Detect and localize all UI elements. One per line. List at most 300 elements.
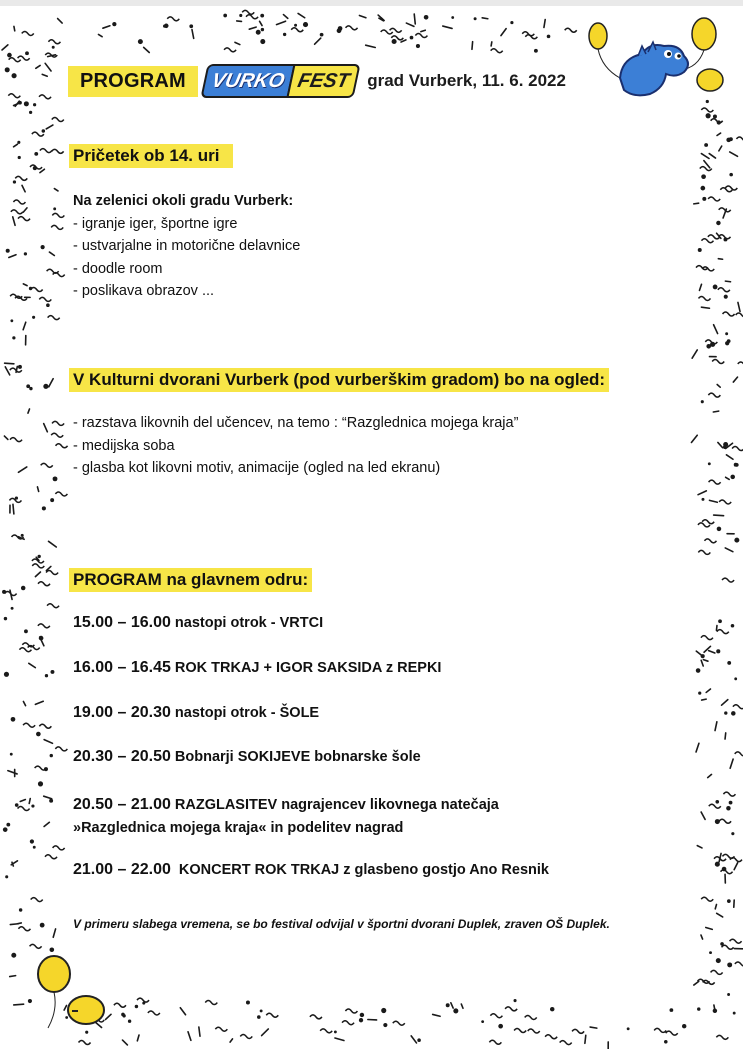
schedule-row bbox=[73, 659, 441, 677]
confetti-mark bbox=[717, 913, 723, 917]
confetti-mark bbox=[44, 424, 48, 432]
confetti-mark bbox=[29, 799, 30, 804]
confetti-mark bbox=[11, 717, 16, 722]
confetti-mark bbox=[138, 39, 143, 44]
balloon-icon bbox=[38, 956, 70, 1028]
confetti-mark bbox=[724, 295, 728, 299]
confetti-mark bbox=[294, 24, 297, 27]
confetti-mark bbox=[8, 94, 20, 98]
confetti-mark bbox=[23, 322, 26, 330]
confetti-mark bbox=[729, 173, 733, 177]
confetti-mark bbox=[42, 506, 46, 510]
confetti-mark bbox=[706, 113, 711, 118]
confetti-mark bbox=[298, 13, 305, 17]
confetti-mark bbox=[261, 28, 264, 31]
confetti-mark bbox=[37, 487, 38, 492]
schedule-row bbox=[73, 704, 319, 722]
confetti-mark bbox=[482, 18, 488, 19]
confetti-mark bbox=[14, 1004, 24, 1005]
confetti-mark bbox=[383, 1023, 387, 1027]
confetti-mark bbox=[709, 651, 715, 653]
confetti-mark bbox=[39, 724, 51, 728]
confetti-mark bbox=[12, 336, 15, 339]
confetti-mark bbox=[711, 970, 723, 974]
confetti-mark bbox=[15, 496, 18, 499]
stage-heading: PROGRAM na glavnem odru: bbox=[69, 568, 312, 592]
confetti-mark bbox=[45, 63, 51, 71]
confetti-mark bbox=[704, 539, 716, 543]
confetti-mark bbox=[590, 1027, 597, 1028]
confetti-mark bbox=[18, 927, 30, 931]
confetti-mark bbox=[52, 421, 64, 425]
confetti-mark bbox=[46, 303, 50, 307]
confetti-mark bbox=[48, 541, 56, 547]
schedule-time: 16.00 – 16.45 bbox=[73, 659, 171, 676]
confetti-mark bbox=[4, 436, 7, 439]
confetti-mark bbox=[730, 939, 742, 943]
confetti-mark bbox=[729, 137, 733, 141]
confetti-mark bbox=[730, 759, 733, 768]
confetti-mark bbox=[416, 44, 420, 48]
confetti-mark bbox=[453, 1008, 458, 1013]
confetti-mark bbox=[45, 674, 48, 677]
schedule-text: nastopi otrok - VRTCI bbox=[170, 615, 324, 631]
confetti-mark bbox=[489, 1040, 501, 1044]
confetti-mark bbox=[698, 523, 710, 527]
confetti-mark bbox=[414, 14, 415, 24]
confetti-mark bbox=[188, 1032, 191, 1041]
confetti-mark bbox=[47, 269, 59, 273]
weather-note: V primeru slabega vremena, se bo festival odvijal v športni dvorani Duplek, zraven OŠ Duplek. bbox=[73, 917, 610, 931]
confetti-mark bbox=[723, 445, 727, 449]
confetti-mark bbox=[406, 23, 414, 26]
confetti-mark bbox=[29, 111, 32, 114]
confetti-mark bbox=[5, 875, 8, 878]
confetti-mark bbox=[55, 492, 67, 496]
confetti-mark bbox=[3, 827, 8, 832]
confetti-mark bbox=[18, 56, 30, 60]
confetti-mark bbox=[13, 180, 16, 183]
list-item: - igranje iger, športne igre bbox=[73, 215, 238, 232]
confetti-mark bbox=[19, 648, 31, 652]
confetti-mark bbox=[29, 387, 32, 390]
confetti-mark bbox=[451, 16, 454, 19]
logo-fest: FEST bbox=[286, 64, 360, 98]
confetti-mark bbox=[21, 586, 26, 591]
confetti-mark bbox=[320, 33, 324, 37]
confetti-mark bbox=[276, 21, 285, 24]
confetti-mark bbox=[18, 467, 26, 472]
confetti-mark bbox=[215, 1027, 227, 1031]
confetti-mark bbox=[26, 384, 30, 388]
confetti-mark bbox=[42, 129, 45, 132]
confetti-mark bbox=[52, 118, 64, 122]
confetti-mark bbox=[381, 1008, 386, 1013]
confetti-mark bbox=[701, 636, 713, 640]
confetti-mark bbox=[31, 287, 43, 291]
confetti-mark bbox=[32, 316, 35, 319]
confetti-mark bbox=[734, 677, 737, 680]
confetti-mark bbox=[698, 248, 702, 252]
balloons-bottom-illustration bbox=[28, 950, 118, 1040]
confetti-mark bbox=[28, 409, 30, 413]
confetti-mark bbox=[260, 39, 265, 44]
confetti-mark bbox=[501, 29, 506, 36]
schedule-time: 19.00 – 20.30 bbox=[73, 704, 171, 721]
confetti-mark bbox=[572, 1029, 584, 1033]
confetti-mark bbox=[717, 527, 722, 532]
confetti-mark bbox=[736, 313, 743, 317]
confetti-mark bbox=[10, 976, 16, 977]
list-item: - razstava likovnih del učencev, na temo : “Razglednica mojega kraja” bbox=[73, 415, 519, 431]
list-item: - ustvarjalne in motorične delavnice bbox=[73, 238, 301, 254]
confetti-mark bbox=[18, 365, 22, 369]
confetti-mark bbox=[711, 119, 723, 123]
confetti-mark bbox=[390, 28, 402, 32]
vurkofest-logo bbox=[204, 65, 357, 97]
mascot-balloons-illustration bbox=[580, 8, 730, 108]
confetti-mark bbox=[242, 10, 254, 14]
confetti-mark bbox=[725, 281, 730, 282]
confetti-mark bbox=[303, 22, 308, 27]
confetti-mark bbox=[731, 711, 736, 716]
confetti-mark bbox=[6, 823, 10, 827]
confetti-mark bbox=[725, 332, 728, 335]
confetti-mark bbox=[291, 28, 303, 32]
schedule-row bbox=[73, 861, 549, 879]
confetti-mark bbox=[137, 998, 149, 1002]
schedule-text: Bobnarji SOKIJEVE bobnarske šole bbox=[170, 749, 421, 765]
confetti-mark bbox=[223, 14, 227, 18]
confetti-mark bbox=[712, 359, 724, 363]
confetti-mark bbox=[709, 804, 721, 808]
confetti-mark bbox=[481, 1020, 484, 1023]
confetti-mark bbox=[163, 25, 166, 28]
confetti-mark bbox=[345, 1009, 357, 1013]
confetti-mark bbox=[697, 1007, 700, 1010]
confetti-mark bbox=[565, 28, 577, 32]
hall-section bbox=[69, 368, 609, 392]
confetti-mark bbox=[461, 1004, 463, 1008]
confetti-mark bbox=[199, 1027, 200, 1036]
confetti-mark bbox=[12, 73, 17, 78]
confetti-mark bbox=[41, 245, 45, 249]
confetti-mark bbox=[137, 1035, 139, 1041]
confetti-mark bbox=[698, 296, 710, 300]
confetti-mark bbox=[19, 908, 22, 911]
confetti-mark bbox=[11, 953, 16, 958]
confetti-mark bbox=[224, 48, 236, 52]
schedule-time: 20.30 – 20.50 bbox=[73, 748, 171, 765]
confetti-mark bbox=[23, 284, 27, 286]
confetti-mark bbox=[55, 747, 67, 751]
confetti-mark bbox=[734, 538, 739, 543]
confetti-mark bbox=[46, 125, 53, 129]
confetti-mark bbox=[718, 442, 723, 447]
confetti-mark bbox=[710, 342, 715, 347]
confetti-mark bbox=[733, 705, 743, 709]
confetti-mark bbox=[701, 239, 713, 243]
confetti-mark bbox=[23, 723, 35, 727]
schedule-row bbox=[73, 748, 421, 766]
confetti-mark bbox=[716, 626, 717, 631]
confetti-mark bbox=[4, 672, 9, 677]
confetti-mark bbox=[13, 217, 15, 225]
confetti-mark bbox=[53, 846, 65, 850]
confetti-mark bbox=[733, 377, 737, 382]
confetti-mark bbox=[736, 137, 743, 141]
confetti-mark bbox=[48, 40, 60, 44]
confetti-mark bbox=[729, 801, 733, 805]
confetti-mark bbox=[24, 101, 29, 106]
schedule-text: KONCERT ROK TRKAJ z glasbeno gostjo Ano Resnik bbox=[170, 862, 549, 878]
confetti-mark bbox=[696, 743, 699, 752]
confetti-mark bbox=[392, 39, 397, 44]
confetti-mark bbox=[44, 796, 52, 799]
confetti-mark bbox=[701, 935, 703, 939]
confetti-mark bbox=[262, 1029, 269, 1036]
confetti-mark bbox=[22, 31, 34, 35]
confetti-mark bbox=[205, 1001, 217, 1005]
confetti-mark bbox=[112, 22, 116, 26]
confetti-mark bbox=[709, 154, 715, 159]
confetti-mark bbox=[360, 1013, 364, 1017]
confetti-mark bbox=[451, 1003, 453, 1008]
confetti-mark bbox=[192, 30, 194, 39]
confetti-mark bbox=[724, 711, 727, 714]
confetti-mark bbox=[45, 855, 57, 859]
confetti-mark bbox=[726, 455, 733, 459]
confetti-mark bbox=[706, 689, 710, 692]
confetti-mark bbox=[627, 1027, 630, 1030]
confetti-mark bbox=[585, 1035, 586, 1043]
confetti-mark bbox=[417, 1038, 421, 1042]
confetti-mark bbox=[709, 500, 717, 502]
confetti-mark bbox=[719, 819, 731, 823]
confetti-mark bbox=[11, 210, 23, 214]
confetti-mark bbox=[9, 255, 16, 258]
confetti-mark bbox=[514, 999, 517, 1002]
confetti-mark bbox=[709, 480, 721, 484]
confetti-mark bbox=[719, 146, 722, 151]
confetti-mark bbox=[716, 649, 720, 653]
confetti-mark bbox=[29, 663, 36, 667]
confetti-mark bbox=[315, 38, 321, 44]
confetti-mark bbox=[54, 189, 58, 191]
confetti-mark bbox=[550, 1007, 554, 1011]
confetti-mark bbox=[547, 35, 551, 39]
schedule-row bbox=[73, 793, 499, 840]
confetti-mark bbox=[51, 433, 63, 437]
confetti-mark bbox=[122, 1014, 125, 1017]
confetti-mark bbox=[698, 550, 710, 554]
confetti-mark bbox=[37, 555, 40, 558]
confetti-mark bbox=[135, 1005, 138, 1008]
balloon-icon bbox=[589, 23, 620, 78]
confetti-mark bbox=[731, 624, 735, 628]
confetti-mark bbox=[717, 630, 729, 634]
confetti-mark bbox=[23, 208, 27, 212]
confetti-mark bbox=[715, 722, 717, 731]
confetti-mark bbox=[734, 863, 737, 870]
confetti-mark bbox=[723, 312, 735, 316]
confetti-mark bbox=[17, 141, 20, 144]
confetti-mark bbox=[33, 846, 36, 849]
confetti-mark bbox=[698, 692, 701, 695]
confetti-mark bbox=[701, 400, 704, 403]
confetti-mark bbox=[722, 700, 728, 706]
confetti-mark bbox=[47, 604, 59, 608]
confetti-mark bbox=[49, 799, 53, 803]
confetti-mark bbox=[30, 839, 34, 843]
confetti-mark bbox=[58, 19, 63, 24]
confetti-mark bbox=[421, 30, 425, 31]
schedule-text-continued: »Razglednica mojega kraja« in podelitev nagrad bbox=[73, 820, 404, 836]
confetti-mark bbox=[498, 1024, 503, 1029]
confetti-mark bbox=[701, 108, 713, 112]
confetti-mark bbox=[472, 42, 473, 50]
confetti-mark bbox=[359, 1018, 363, 1022]
confetti-mark bbox=[713, 1009, 717, 1013]
confetti-mark bbox=[715, 904, 716, 908]
confetti-mark bbox=[20, 800, 25, 802]
confetti-mark bbox=[41, 463, 53, 467]
confetti-mark bbox=[726, 806, 730, 810]
confetti-mark bbox=[718, 288, 730, 292]
confetti-mark bbox=[725, 341, 729, 345]
confetti-mark bbox=[725, 186, 737, 190]
confetti-mark bbox=[731, 832, 734, 835]
confetti-mark bbox=[544, 20, 545, 28]
confetti-mark bbox=[393, 1021, 405, 1025]
confetti-mark bbox=[18, 101, 22, 105]
confetti-mark bbox=[128, 1020, 131, 1023]
confetti-mark bbox=[722, 945, 734, 949]
confetti-mark bbox=[56, 444, 68, 448]
confetti-mark bbox=[514, 1029, 526, 1033]
confetti-mark bbox=[53, 929, 55, 937]
confetti-mark bbox=[717, 385, 720, 388]
confetti-mark bbox=[718, 259, 722, 260]
confetti-mark bbox=[266, 1013, 278, 1017]
confetti-mark bbox=[35, 572, 40, 577]
confetti-mark bbox=[256, 30, 261, 35]
confetti-mark bbox=[709, 951, 712, 954]
confetti-mark bbox=[148, 1011, 160, 1015]
schedule-row bbox=[73, 614, 323, 632]
start-details bbox=[73, 190, 300, 303]
confetti-mark bbox=[424, 15, 429, 20]
confetti-mark bbox=[730, 858, 742, 862]
confetti-mark bbox=[560, 1041, 572, 1045]
hall-details bbox=[73, 412, 518, 480]
schedule-text: ROK TRKAJ + IGOR SAKSIDA z REPKI bbox=[170, 660, 442, 676]
confetti-mark bbox=[240, 1034, 252, 1038]
confetti-mark bbox=[8, 771, 17, 774]
schedule-text: nastopi otrok - ŠOLE bbox=[170, 705, 320, 721]
confetti-mark bbox=[18, 217, 30, 221]
confetti-mark bbox=[22, 185, 25, 191]
confetti-mark bbox=[38, 624, 50, 628]
confetti-mark bbox=[525, 1015, 537, 1019]
confetti-mark bbox=[38, 781, 43, 786]
confetti-mark bbox=[714, 515, 724, 516]
confetti-mark bbox=[446, 1003, 450, 1007]
confetti-mark bbox=[701, 660, 703, 666]
confetti-mark bbox=[23, 701, 25, 705]
confetti-mark bbox=[7, 53, 12, 58]
confetti-mark bbox=[443, 26, 452, 28]
confetti-mark bbox=[334, 1030, 337, 1033]
confetti-mark bbox=[5, 367, 9, 375]
confetti-mark bbox=[725, 548, 733, 552]
confetti-mark bbox=[29, 287, 32, 290]
confetti-mark bbox=[716, 958, 721, 963]
confetti-mark bbox=[433, 1014, 440, 1016]
confetti-mark bbox=[239, 14, 242, 17]
confetti-mark bbox=[246, 1001, 250, 1005]
confetti-mark bbox=[52, 46, 55, 49]
confetti-mark bbox=[702, 520, 714, 524]
confetti-mark bbox=[10, 753, 13, 756]
start-section bbox=[69, 144, 233, 168]
confetti-mark bbox=[51, 225, 63, 229]
confetti-mark bbox=[735, 962, 743, 966]
confetti-mark bbox=[701, 154, 709, 159]
confetti-mark bbox=[10, 319, 13, 322]
confetti-mark bbox=[40, 149, 52, 153]
confetti-mark bbox=[46, 571, 58, 575]
stage-section bbox=[69, 568, 312, 592]
confetti-mark bbox=[410, 36, 414, 40]
confetti-mark bbox=[714, 325, 718, 334]
confetti-mark bbox=[697, 846, 702, 848]
confetti-mark bbox=[415, 34, 427, 38]
confetti-mark bbox=[738, 302, 740, 311]
confetti-mark bbox=[144, 47, 150, 52]
confetti-mark bbox=[249, 27, 256, 29]
confetti-mark bbox=[40, 169, 44, 172]
confetti-mark bbox=[703, 660, 708, 662]
confetti-mark bbox=[713, 285, 718, 290]
program-title: PROGRAM bbox=[68, 66, 198, 97]
confetti-mark bbox=[142, 1002, 145, 1005]
confetti-mark bbox=[52, 149, 64, 153]
confetti-mark bbox=[11, 607, 14, 610]
confetti-mark bbox=[735, 752, 743, 756]
confetti-mark bbox=[682, 1024, 686, 1028]
confetti-mark bbox=[31, 804, 34, 807]
confetti-mark bbox=[167, 17, 179, 21]
confetti-mark bbox=[702, 699, 707, 700]
confetti-mark bbox=[715, 800, 719, 804]
confetti-mark bbox=[189, 24, 193, 28]
confetti-mark bbox=[699, 284, 701, 290]
confetti-mark bbox=[700, 186, 705, 191]
confetti-mark bbox=[2, 45, 8, 50]
confetti-mark bbox=[545, 1035, 557, 1039]
confetti-mark bbox=[5, 363, 14, 364]
confetti-mark bbox=[48, 316, 60, 320]
confetti-mark bbox=[43, 384, 48, 389]
confetti-mark bbox=[491, 49, 503, 53]
logo-vurko: VURKO bbox=[200, 64, 295, 98]
confetti-mark bbox=[505, 1007, 517, 1011]
confetti-mark bbox=[283, 33, 286, 36]
confetti-mark bbox=[14, 26, 15, 30]
confetti-mark bbox=[260, 1009, 263, 1012]
confetti-mark bbox=[337, 28, 342, 33]
